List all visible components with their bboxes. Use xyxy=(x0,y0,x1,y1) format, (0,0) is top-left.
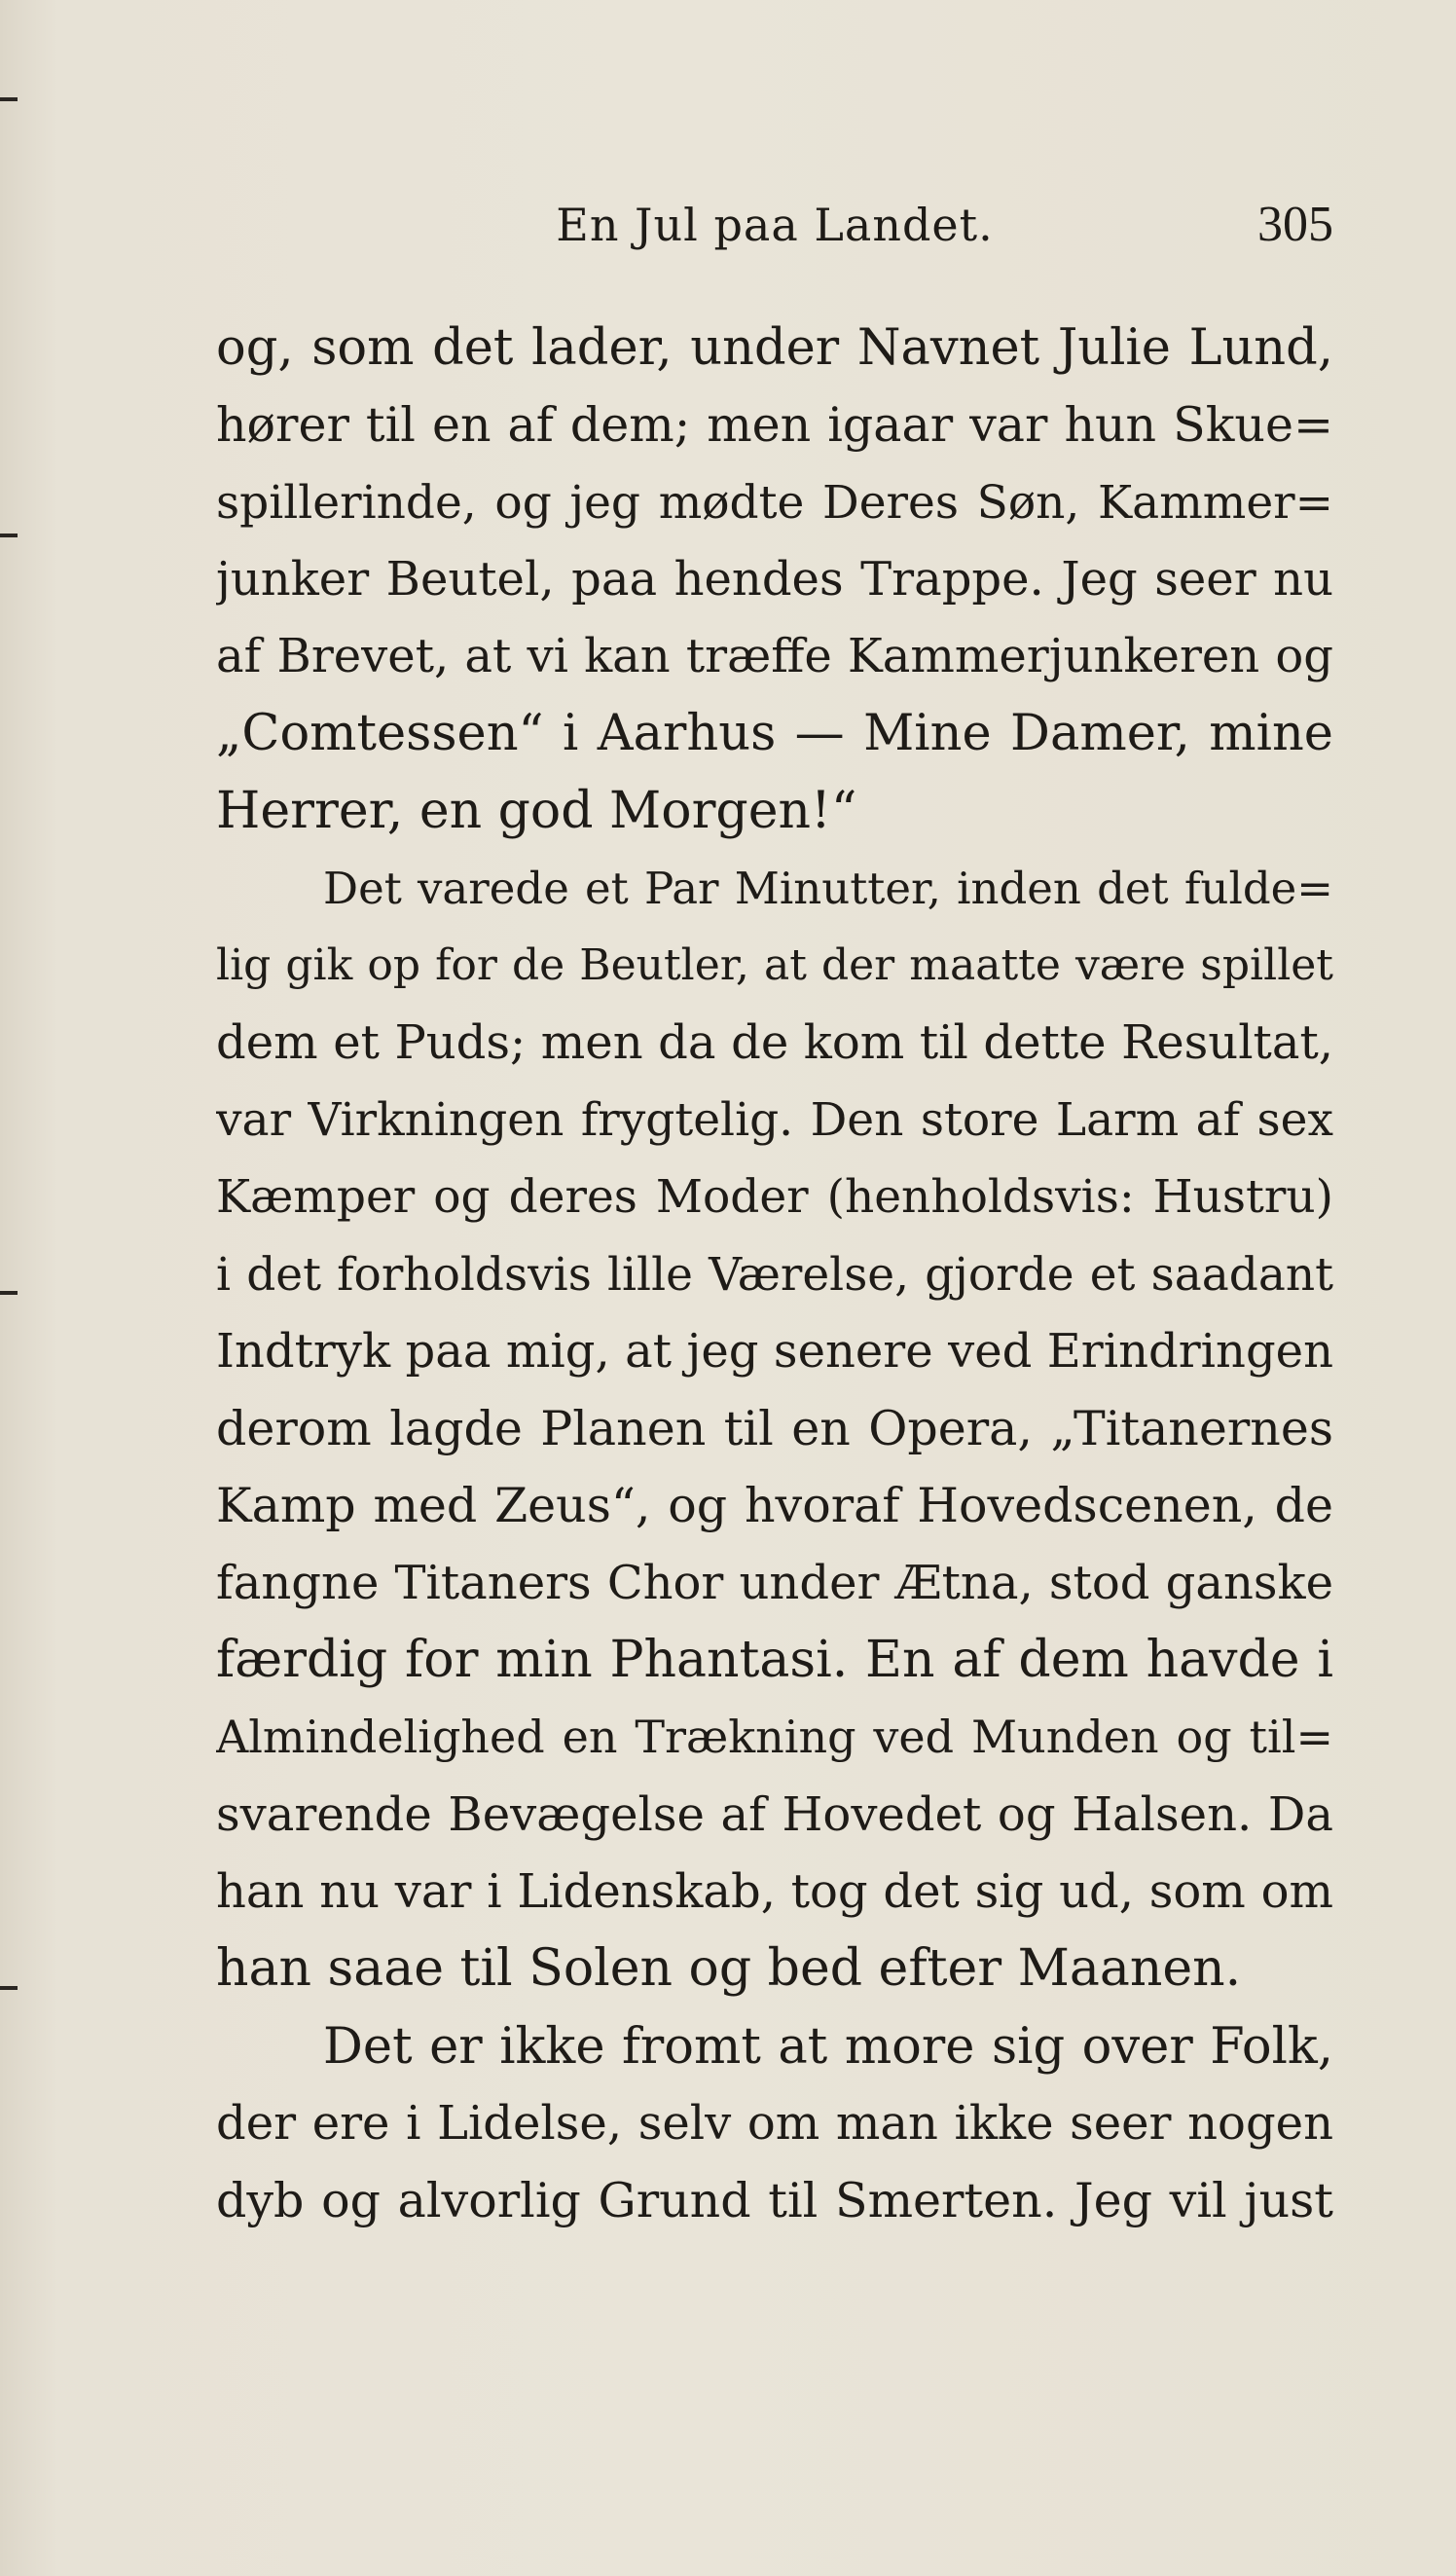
text-line: Det varede et Par Minutter, inden det fulde= xyxy=(323,863,1333,915)
text-line: dyb og alvorlig Grund til Smerten. Jeg vil just xyxy=(216,2173,1333,2229)
page-edge-mark xyxy=(0,97,18,101)
text-line: af Brevet, at vi kan træffe Kammerjunkeren og xyxy=(216,629,1333,684)
text-line: dem et Puds; men da de kom til dette Resultat, xyxy=(216,1014,1333,1070)
page-edge-mark xyxy=(0,1986,18,1990)
running-head: En Jul paa Landet. xyxy=(556,199,994,251)
text-line: Det er ikke fromt at more sig over Folk, xyxy=(323,2017,1333,2076)
text-line: Almindelighed en Trækning ved Munden og til= xyxy=(216,1711,1333,1764)
text-line: „Comtessen“ i Aarhus — Mine Damer, mine xyxy=(216,705,1333,763)
text-line: og, som det lader, under Navnet Julie Lund, xyxy=(216,319,1333,377)
text-line: hører til en af dem; men igaar var hun Skue= xyxy=(216,397,1333,454)
text-line: derom lagde Planen til en Opera, „Titanernes xyxy=(216,1401,1333,1457)
text-line: spillerinde, og jeg mødte Deres Søn, Kammer= xyxy=(216,475,1333,530)
page-edge-mark xyxy=(0,534,18,537)
text-line: han nu var i Lidenskab, tog det sig ud, som om xyxy=(216,1863,1333,1919)
text-line: i det forholdsvis lille Værelse, gjorde et saadant xyxy=(216,1247,1333,1302)
text-line: der ere i Lidelse, selv om man ikke seer nogen xyxy=(216,2095,1333,2151)
text-line: færdig for min Phantasi. En af dem havde i xyxy=(216,1631,1333,1690)
text-line: Kæmper og deres Moder (henholdsvis: Hustru) xyxy=(216,1170,1333,1225)
text-line: Herrer, en god Morgen!“ xyxy=(216,781,857,840)
text-line: var Virkningen frygtelig. Den store Larm af sex xyxy=(216,1092,1333,1147)
page-edge-mark xyxy=(0,1291,18,1295)
text-line: han saae til Solen og bed efter Maanen. xyxy=(216,1939,1242,1999)
text-line: svarende Bevægelse af Hovedet og Halsen. Da xyxy=(216,1786,1333,1842)
text-line: Kamp med Zeus“, og hvoraf Hovedscenen, de xyxy=(216,1478,1333,1534)
page-number: 305 xyxy=(1257,197,1333,252)
body-text xyxy=(216,310,1333,2239)
text-line: lig gik op for de Beutler, at der maatte være spillet xyxy=(216,940,1333,991)
page-header xyxy=(216,191,1333,259)
text-line: junker Beutel, paa hendes Trappe. Jeg seer nu xyxy=(216,551,1333,607)
text-line: fangne Titaners Chor under Ætna, stod ganske xyxy=(216,1555,1333,1610)
text-line: Indtryk paa mig, at jeg senere ved Erindringen xyxy=(216,1323,1333,1379)
